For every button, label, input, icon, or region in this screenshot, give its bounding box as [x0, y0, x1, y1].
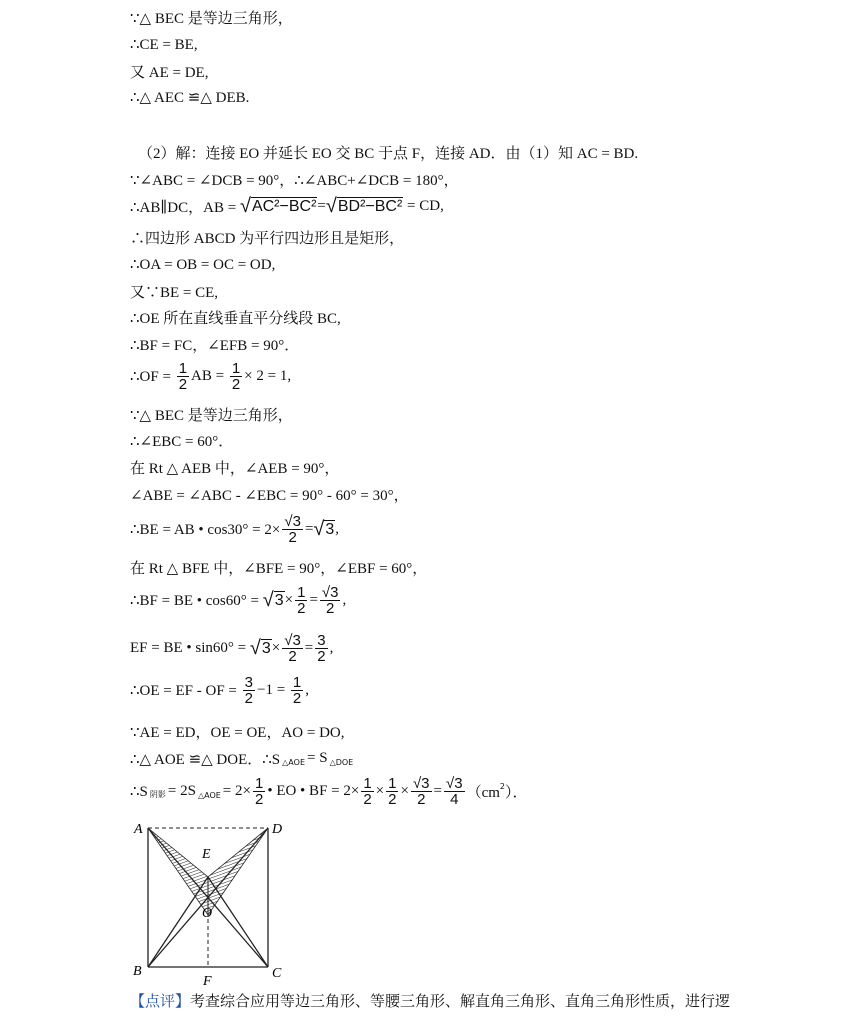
- text-run: ∴S: [130, 783, 148, 800]
- denominator: 2: [363, 790, 372, 808]
- radicand: 3: [325, 521, 335, 538]
- shaded-triangle-doe: [208, 828, 268, 915]
- fraction: [282, 514, 303, 545]
- subscript: △AOE: [282, 758, 305, 767]
- solution-line: [130, 633, 333, 663]
- radicand: BD²−BC²: [337, 198, 403, 215]
- solution-line: [130, 191, 444, 221]
- text-run: =: [433, 782, 442, 799]
- text-run: （cm: [466, 784, 500, 801]
- review-comment: [130, 985, 730, 1015]
- label-o: O: [202, 906, 213, 921]
- solution-line: [138, 137, 638, 167]
- fraction: [243, 675, 255, 706]
- subscript: 阴影: [149, 790, 166, 799]
- text-run: =: [317, 197, 326, 214]
- fraction: [444, 776, 465, 807]
- label-d: D: [272, 822, 283, 837]
- text-run: = CD,: [403, 197, 444, 214]
- square-root: [250, 639, 272, 657]
- text-run: ∠ABE = ∠ABC - ∠EBC = 90° - 60° = 30°，: [130, 487, 409, 504]
- text-run: ∴OE = EF - OF =: [130, 682, 241, 699]
- text-run: ×: [271, 639, 281, 656]
- label-f: F: [203, 974, 212, 989]
- solution-line: [130, 514, 339, 544]
- text-run: • EO • BF = 2×: [267, 782, 360, 799]
- numerator: 1: [254, 774, 264, 792]
- text-run: ∴四边形 ABCD 为平行四边形且是矩形，: [130, 230, 405, 247]
- solution-line: [130, 479, 409, 509]
- solution-line: [130, 82, 249, 112]
- denominator: 2: [178, 375, 188, 393]
- numerator: 3: [317, 631, 326, 649]
- solution-line: [130, 776, 528, 806]
- text-run: 在 Rt △ BFE 中，∠BFE = 90°，∠EBF = 60°，: [130, 560, 428, 577]
- radicand: AC²−BC²: [251, 198, 317, 215]
- text-run: ∴CE = BE,: [130, 36, 198, 53]
- text-run: ∴AB∥DC，AB =: [130, 199, 240, 216]
- solution-line: [130, 452, 339, 482]
- text-run: ∴△ AOE ≌△ DOE．∴S: [130, 751, 281, 768]
- text-run: 又 AE = DE,: [130, 64, 209, 81]
- numerator: 1: [297, 583, 306, 601]
- denominator: 2: [292, 689, 302, 707]
- numerator: √3: [446, 774, 463, 792]
- square-root: [240, 197, 317, 215]
- text-run: ∴OF =: [130, 368, 175, 385]
- text-run: ∴BE = AB • cos30° = 2×: [130, 521, 281, 538]
- subscript: △DOE: [329, 758, 354, 767]
- numerator: √3: [321, 583, 339, 601]
- numerator: 1: [363, 774, 372, 792]
- numerator: 1: [231, 359, 241, 377]
- radical-sign-icon: √: [262, 589, 274, 611]
- numerator: √3: [284, 512, 301, 530]
- solution-line: [130, 249, 275, 279]
- fraction: [253, 776, 265, 807]
- text-run: ∴BF = FC，∠EFB = 90°．: [130, 337, 300, 354]
- radicand: 3: [274, 592, 284, 609]
- text-run: ∵AE = ED，OE = OE，AO = DO,: [130, 724, 345, 741]
- solution-line: [130, 552, 427, 582]
- label-c: C: [272, 966, 282, 981]
- subscript: △AOE: [197, 791, 221, 800]
- solution-line: [130, 222, 404, 252]
- text-run: ×: [284, 591, 294, 608]
- solution-line: [130, 329, 299, 359]
- text-run: =: [304, 520, 314, 537]
- label-a: A: [134, 822, 143, 837]
- solution-line: [130, 164, 459, 194]
- text-run: ,: [305, 681, 309, 698]
- solution-line: [130, 2, 293, 32]
- text-run: ∵△ BEC 是等边三角形，: [130, 10, 293, 27]
- text-run: AB =: [191, 367, 228, 384]
- text-run: 在 Rt △ AEB 中，∠AEB = 90°，: [130, 460, 340, 477]
- radical-sign-icon: √: [325, 195, 337, 217]
- numerator: 1: [178, 359, 188, 377]
- fraction: [291, 675, 303, 706]
- text-run: ∴∠EBC = 60°．: [130, 433, 234, 450]
- denominator: 2: [417, 790, 426, 808]
- text-run: ∵△ BEC 是等边三角形，: [130, 407, 293, 424]
- square-root: [263, 591, 285, 609]
- solution-line: [130, 361, 291, 391]
- text-run: = 2×: [222, 782, 251, 799]
- fraction: [386, 776, 398, 807]
- text-run: ×: [400, 782, 409, 799]
- solution-line: [130, 716, 344, 746]
- fraction: [315, 633, 327, 664]
- text-run: × 2 = 1,: [244, 367, 292, 384]
- text-run: ,: [342, 591, 347, 608]
- numerator: √3: [284, 631, 301, 649]
- text-run: ,: [329, 639, 334, 656]
- solution-line: [130, 302, 341, 332]
- text-run: 又∵BE = CE,: [130, 284, 219, 301]
- fraction: [177, 361, 189, 392]
- text-run: ）．: [505, 784, 528, 801]
- comment-text: 考查综合应用等边三角形、等腰三角形、解直角三角形、直角三角形性质，进行逻: [190, 991, 731, 1010]
- fraction: [230, 361, 242, 392]
- text-run: ∴OE 所在直线垂直平分线段 BC,: [130, 310, 341, 327]
- radical-sign-icon: √: [239, 195, 251, 217]
- denominator: 2: [297, 599, 306, 617]
- square-root: [326, 197, 403, 215]
- denominator: 2: [254, 790, 264, 808]
- text-run: =: [304, 639, 314, 656]
- shaded-triangle-aoe: [148, 828, 208, 915]
- denominator: 2: [326, 599, 335, 617]
- fraction: [282, 633, 303, 664]
- text-run: ∵∠ABC = ∠DCB = 90°，∴∠ABC+∠DCB = 180°，: [130, 172, 459, 189]
- denominator: 2: [231, 375, 241, 393]
- numerator: 1: [388, 774, 397, 792]
- geometry-diagram: [125, 815, 295, 1000]
- label-e: E: [202, 847, 211, 862]
- radical-sign-icon: √: [313, 518, 325, 540]
- text-run: ∴△ AEC ≌△ DEB.: [130, 89, 250, 106]
- solution-line: [130, 743, 355, 773]
- fraction: [295, 585, 307, 616]
- label-b: B: [133, 964, 142, 979]
- denominator: 2: [388, 790, 397, 808]
- numerator: √3: [412, 774, 430, 792]
- fraction: [320, 585, 341, 616]
- superscript: 2: [499, 782, 505, 791]
- text-run: =: [309, 591, 318, 608]
- text-run: −1 =: [256, 681, 289, 698]
- square-root: [313, 520, 335, 538]
- text-run: ,: [335, 520, 340, 537]
- solution-line: [130, 29, 198, 59]
- comment-tag: 【点评】: [130, 991, 191, 1010]
- fraction: [361, 776, 373, 807]
- solution-line: [130, 585, 346, 615]
- text-run: （2）解：连接 EO 并延长 EO 交 BC 于点 F，连接 AD．由（1）知 AC = BD.: [138, 145, 639, 162]
- denominator: 4: [450, 790, 459, 808]
- text-run: ∴OA = OB = OC = OD,: [130, 256, 276, 273]
- text-run: EF = BE • sin60° =: [130, 639, 250, 656]
- numerator: 1: [292, 673, 302, 691]
- text-run: ×: [375, 782, 385, 799]
- numerator: 3: [244, 673, 253, 691]
- solution-line: [130, 675, 309, 705]
- solution-line: [130, 425, 233, 455]
- fraction: [411, 776, 432, 807]
- text-run: ∴BF = BE • cos60° =: [130, 592, 263, 609]
- text-run: = S: [307, 749, 328, 766]
- radical-sign-icon: √: [249, 637, 261, 659]
- denominator: 2: [288, 528, 297, 546]
- radicand: 3: [261, 640, 271, 657]
- denominator: 2: [288, 647, 297, 665]
- denominator: 2: [317, 647, 326, 665]
- text-run: = 2S: [167, 782, 196, 799]
- denominator: 2: [244, 689, 253, 707]
